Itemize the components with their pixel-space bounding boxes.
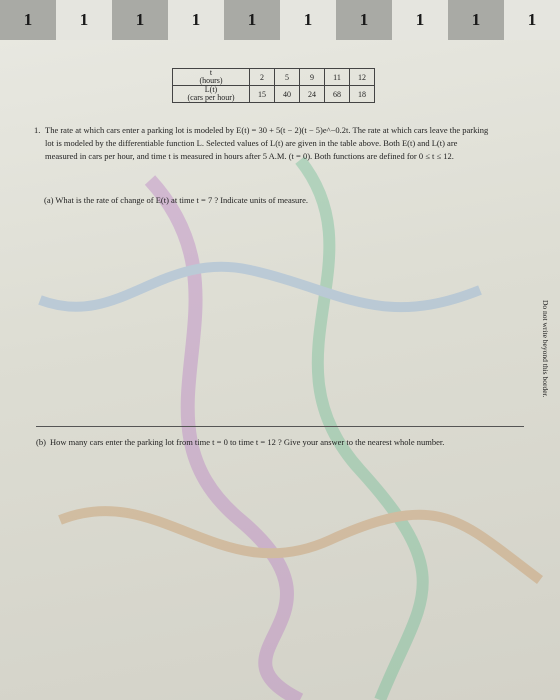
table-cell: 68 (325, 86, 350, 103)
number-strip (0, 0, 560, 40)
strip-cell: 1 (224, 0, 280, 40)
table-cell: 18 (350, 86, 375, 103)
table-header-t (173, 69, 250, 86)
section-divider (36, 426, 524, 427)
strip-cell: 1 (168, 0, 224, 40)
strip-cell: 1 (392, 0, 448, 40)
strip-cell: 1 (448, 0, 504, 40)
table-cell: 40 (275, 86, 300, 103)
table-header-L (173, 86, 250, 103)
header-line: L(t) (204, 85, 218, 94)
strip-cell: 1 (280, 0, 336, 40)
table-cell: 11 (325, 69, 350, 86)
part-b-prompt: How many cars enter the parking lot from time t = 0 to time t = 12 ? Give your answer to the nearest whole number. (50, 437, 445, 447)
strip-cell: 1 (504, 0, 560, 40)
strip-cell: 1 (112, 0, 168, 40)
part-a-prompt: (a) What is the rate of change of E(t) at time t = 7 ? Indicate units of measure. (44, 195, 309, 205)
table-cell: 2 (250, 69, 275, 86)
border-note: Do not write beyond this border. (541, 300, 550, 398)
table-row (173, 69, 375, 86)
header-line: (cars per hour) (187, 93, 235, 102)
table-cell: 15 (250, 86, 275, 103)
question-1 (34, 124, 489, 163)
question-number: 1. (34, 125, 41, 135)
table-cell: 9 (300, 69, 325, 86)
strip-cell: 1 (0, 0, 56, 40)
strip-cell: 1 (56, 0, 112, 40)
part-b-label: (b) (36, 437, 46, 447)
table-cell: 12 (350, 69, 375, 86)
header-line: t (209, 68, 213, 77)
strip-cell: 1 (336, 0, 392, 40)
table-row (173, 86, 375, 103)
question-1-text: The rate at which cars enter a parking lot is modeled by E(t) = 30 + 5(t − 2)(t − 5)e^−0.2t. The rate at which cars leave the parking lot is modeled by the differentiable function L. Selected values of L(t) are given in the table above. Both E(t) and L(t) are measured in cars per hour, and time t is measured in hours after 5 A.M. (t = 0). Both functions are defined for 0 ≤ t ≤ 12. (45, 125, 489, 161)
part-b (36, 436, 486, 449)
table-cell: 5 (275, 69, 300, 86)
header-line: (hours) (199, 76, 223, 85)
values-table (172, 68, 375, 103)
table-cell: 24 (300, 86, 325, 103)
